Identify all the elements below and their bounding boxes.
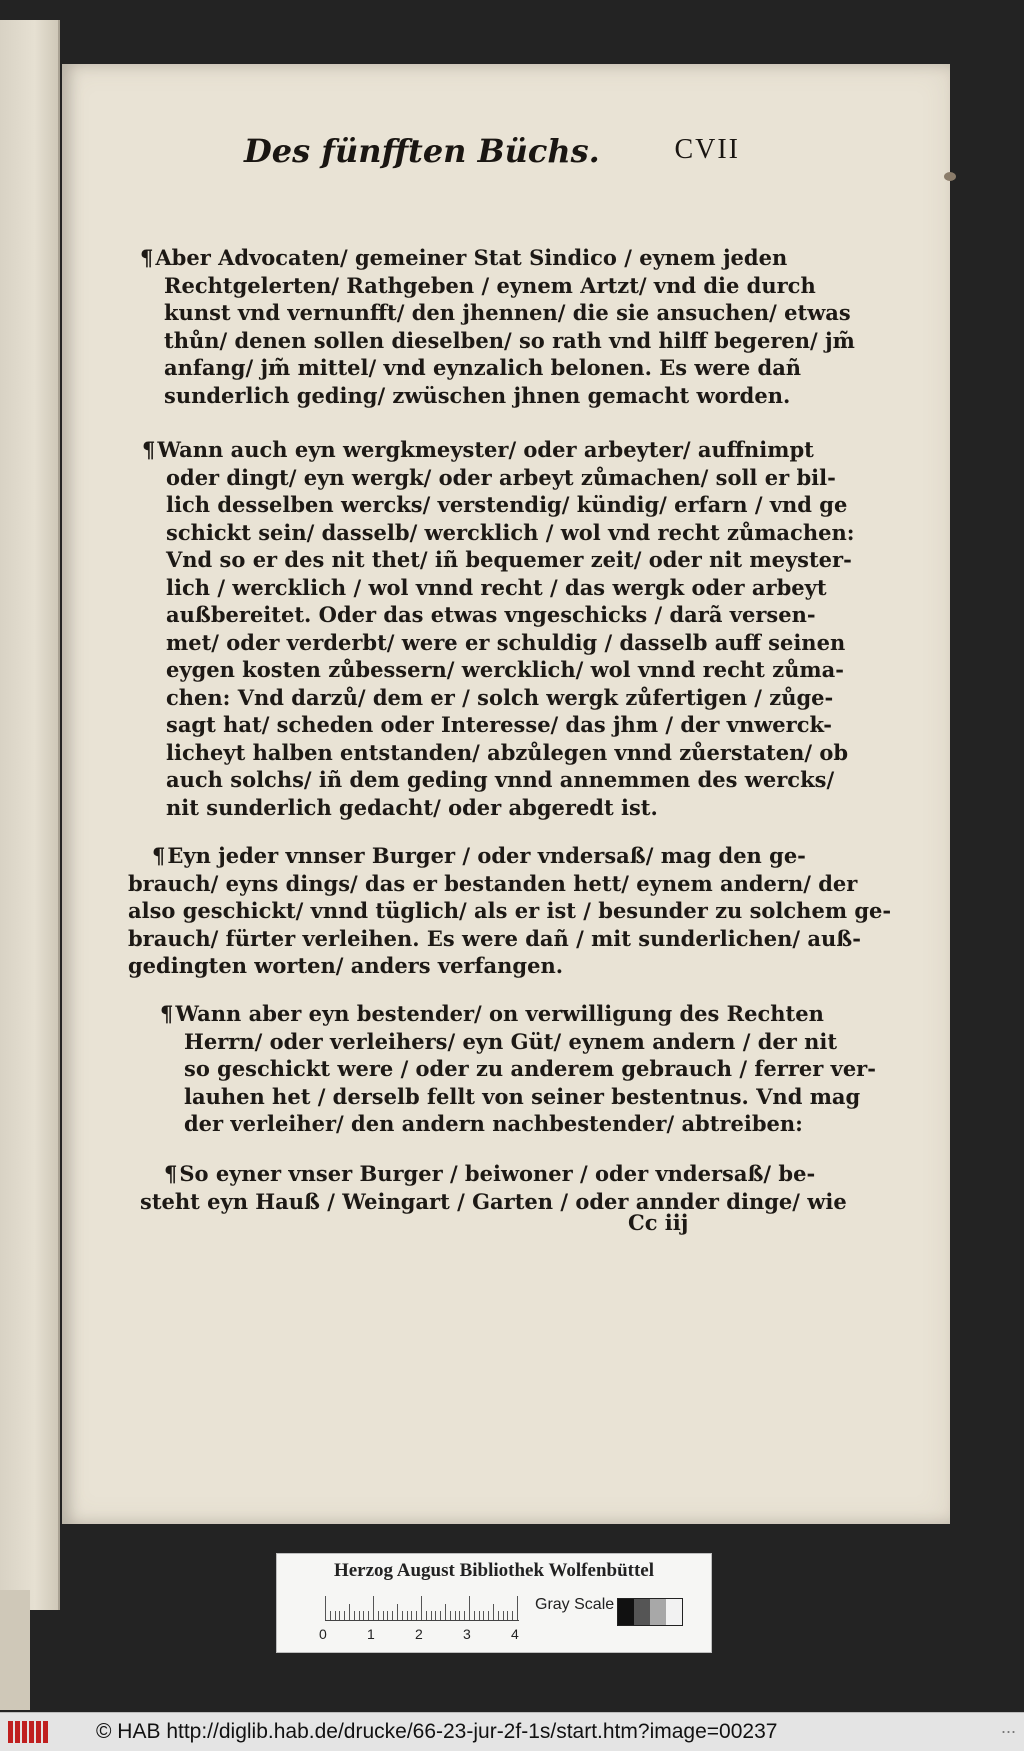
gray-swatch — [634, 1599, 650, 1625]
ruler-tick — [464, 1611, 465, 1620]
text-line: steht eyn Hauß / Weingart / Garten / oder annder dinge/ wie — [140, 1188, 847, 1214]
text-line: Vnd so er des nit thet/ iñ bequemer zeit/ oder nit meyster- — [166, 547, 852, 572]
running-title: Des fünfften Büchs. — [244, 132, 600, 170]
ruler-tick — [325, 1596, 326, 1620]
ruler-tick — [354, 1611, 355, 1620]
text-line: chen: Vnd darzů/ dem er / solch wergk zůfertigen / zůge- — [166, 684, 834, 710]
text-line: ¶Wann auch eyn wergkmeyster/ oder arbeyter/ auffnimpt — [142, 437, 814, 462]
ruler-label: 2 — [415, 1626, 423, 1642]
gray-scale-label: Gray Scale — [535, 1596, 615, 1613]
text-line: der verleiher/ den andern nachbestender/ abtreiben: — [184, 1111, 803, 1136]
text-line: thůn/ denen sollen dieselben/ so rath vnd hilff begeren/ jm̃ — [164, 327, 855, 353]
ruler-tick — [397, 1604, 398, 1620]
ruler-tick — [503, 1611, 504, 1620]
text-line: brauch/ eyns dings/ das er bestanden hett/ eynem andern/ der — [128, 870, 858, 896]
text-line: ¶Eyn jeder vnnser Burger / oder vndersaß/ mag den ge- — [152, 843, 806, 868]
text-line: lich desselben wercks/ verstendig/ kündig/ erfarn / vnd ge — [166, 492, 848, 517]
ruler-tick — [450, 1611, 451, 1620]
text-line: ¶So eyner vnser Burger / beiwoner / oder vndersaß/ be- — [164, 1161, 816, 1186]
text-line: Herrn/ oder verleihers/ eyn Güt/ eynem andern / der nit — [184, 1028, 838, 1054]
text-line: anfang/ jm̃ mittel/ vnd eynzalich belonen. Es were dañ — [164, 355, 802, 380]
pilcrow-icon: ¶ — [140, 245, 154, 270]
ruler-tick — [344, 1611, 345, 1620]
ruler-tick — [373, 1596, 374, 1620]
ruler-tick — [459, 1611, 460, 1620]
text-line: kunst vnd vernunfft/ den jhennen/ die sie ansuchen/ etwas — [164, 300, 851, 325]
color-reference-card — [276, 1553, 712, 1653]
text-line: auch solchs/ iñ dem geding vnnd annemmen des wercks/ — [166, 767, 835, 792]
ruler-tick — [330, 1611, 331, 1620]
ruler-tick — [421, 1596, 422, 1620]
paragraph-3 — [128, 842, 891, 980]
ruler-tick — [359, 1611, 360, 1620]
ruler-tick — [498, 1611, 499, 1620]
text-line: lauhen het / derselb fellt von seiner bestentnus. Vnd mag — [184, 1083, 861, 1109]
ruler-label: 4 — [511, 1626, 519, 1642]
ruler-tick — [363, 1611, 364, 1620]
text-line: Rechtgelerten/ Rathgeben / eynem Artzt/ vnd die durch — [164, 272, 816, 298]
ruler-tick — [474, 1611, 475, 1620]
library-name: Herzog August Bibliothek Wolfenbüttel — [333, 1560, 655, 1581]
text-line: gedingten worten/ anders verfangen. — [128, 953, 564, 978]
text-line: also geschickt/ vnnd tüglich/ als er ist / besunder zu solchem ge- — [128, 898, 892, 923]
text-line: oder dingt/ eyn wergk/ oder arbeyt zůmachen/ soll er bil- — [166, 464, 836, 490]
book-spine-strip — [0, 1590, 30, 1710]
folio-number: CVII — [674, 134, 740, 165]
text-line: licheyt halben entstanden/ abzůlegen vnnd zůerstaten/ ob — [166, 739, 849, 765]
ruler-labels — [319, 1626, 549, 1646]
ruler-tick — [392, 1611, 393, 1620]
ruler-tick — [479, 1611, 480, 1620]
ruler-tick — [349, 1604, 350, 1620]
text-line: brauch/ fürter verleihen. Es were dañ / mit sunderlichen/ auß- — [128, 925, 861, 951]
paragraph-2 — [142, 436, 854, 821]
ruler-tick — [368, 1611, 369, 1620]
text-line: ¶Aber Advocaten/ gemeiner Stat Sindico / eynem jeden — [140, 245, 788, 270]
more-icon[interactable]: ... — [1000, 1717, 1016, 1737]
pilcrow-icon: ¶ — [164, 1161, 178, 1186]
ruler-tick — [383, 1611, 384, 1620]
pilcrow-icon: ¶ — [142, 437, 156, 462]
page-header — [180, 132, 740, 176]
ruler-label: 0 — [319, 1626, 327, 1642]
text-line: sunderlich geding/ zwüschen jhnen gemacht worden. — [164, 382, 791, 408]
ruler-tick — [440, 1611, 441, 1620]
source-url[interactable]: © HAB http://diglib.hab.de/drucke/66-23-jur-2f-1s/start.htm?image=00237 — [96, 1720, 778, 1743]
ruler-tick — [431, 1611, 432, 1620]
paragraph-5 — [140, 1160, 847, 1215]
ruler-tick — [426, 1611, 427, 1620]
pilcrow-icon: ¶ — [160, 1001, 174, 1026]
ruler-tick — [445, 1604, 446, 1620]
signature-mark: Cc iij — [628, 1210, 689, 1235]
previous-page-edge — [0, 20, 60, 1610]
ruler-tick — [411, 1611, 412, 1620]
ruler-tick — [402, 1611, 403, 1620]
paragraph-1 — [140, 244, 855, 409]
text-line: sagt hat/ scheden oder Interesse/ das jhm / der vnwerck- — [166, 712, 832, 737]
gray-scale-swatches — [617, 1598, 683, 1626]
ruler-tick — [435, 1611, 436, 1620]
ruler-tick — [469, 1596, 470, 1620]
scale-ruler — [325, 1594, 519, 1621]
text-line: ¶Wann aber eyn bestender/ on verwilligung des Rechten — [160, 1001, 824, 1026]
text-line: met/ oder verderbt/ were er schuldig / dasselb auff seinen — [166, 629, 846, 655]
text-line: eygen kosten zůbessern/ wercklich/ wol vnnd recht zůma- — [166, 657, 844, 682]
ruler-tick — [507, 1611, 508, 1620]
status-bar — [0, 1712, 1024, 1751]
gray-swatch — [666, 1599, 682, 1625]
paragraph-4 — [160, 1000, 876, 1138]
gray-swatch — [618, 1599, 634, 1625]
ruler-tick — [387, 1611, 388, 1620]
ruler-tick — [407, 1611, 408, 1620]
ruler-label: 1 — [367, 1626, 375, 1642]
ruler-tick — [335, 1611, 336, 1620]
text-line: lich / wercklich / wol vnnd recht / das wergk oder arbeyt — [166, 574, 827, 600]
ruler-tick — [483, 1611, 484, 1620]
ruler-tick — [378, 1611, 379, 1620]
ruler-tick — [493, 1604, 494, 1620]
ruler-tick — [512, 1611, 513, 1620]
ruler-tick — [416, 1611, 417, 1620]
text-line: schickt sein/ dasselb/ wercklich / wol vnd recht zůmachen: — [166, 519, 855, 545]
paper-stain — [944, 172, 956, 181]
text-line: so geschickt were / oder zu anderem gebrauch / ferrer ver- — [184, 1056, 876, 1081]
gray-swatch — [650, 1599, 666, 1625]
ruler-tick — [517, 1596, 518, 1620]
ruler-tick — [488, 1611, 489, 1620]
ruler-tick — [455, 1611, 456, 1620]
pilcrow-icon: ¶ — [152, 843, 166, 868]
text-line: außbereitet. Oder das etwas vngeschicks / darã versen- — [166, 602, 816, 627]
ruler-label: 3 — [463, 1626, 471, 1642]
text-line: nit sunderlich gedacht/ oder abgeredt ist. — [166, 794, 658, 820]
ruler-tick — [339, 1611, 340, 1620]
hab-logo-icon — [8, 1721, 48, 1743]
